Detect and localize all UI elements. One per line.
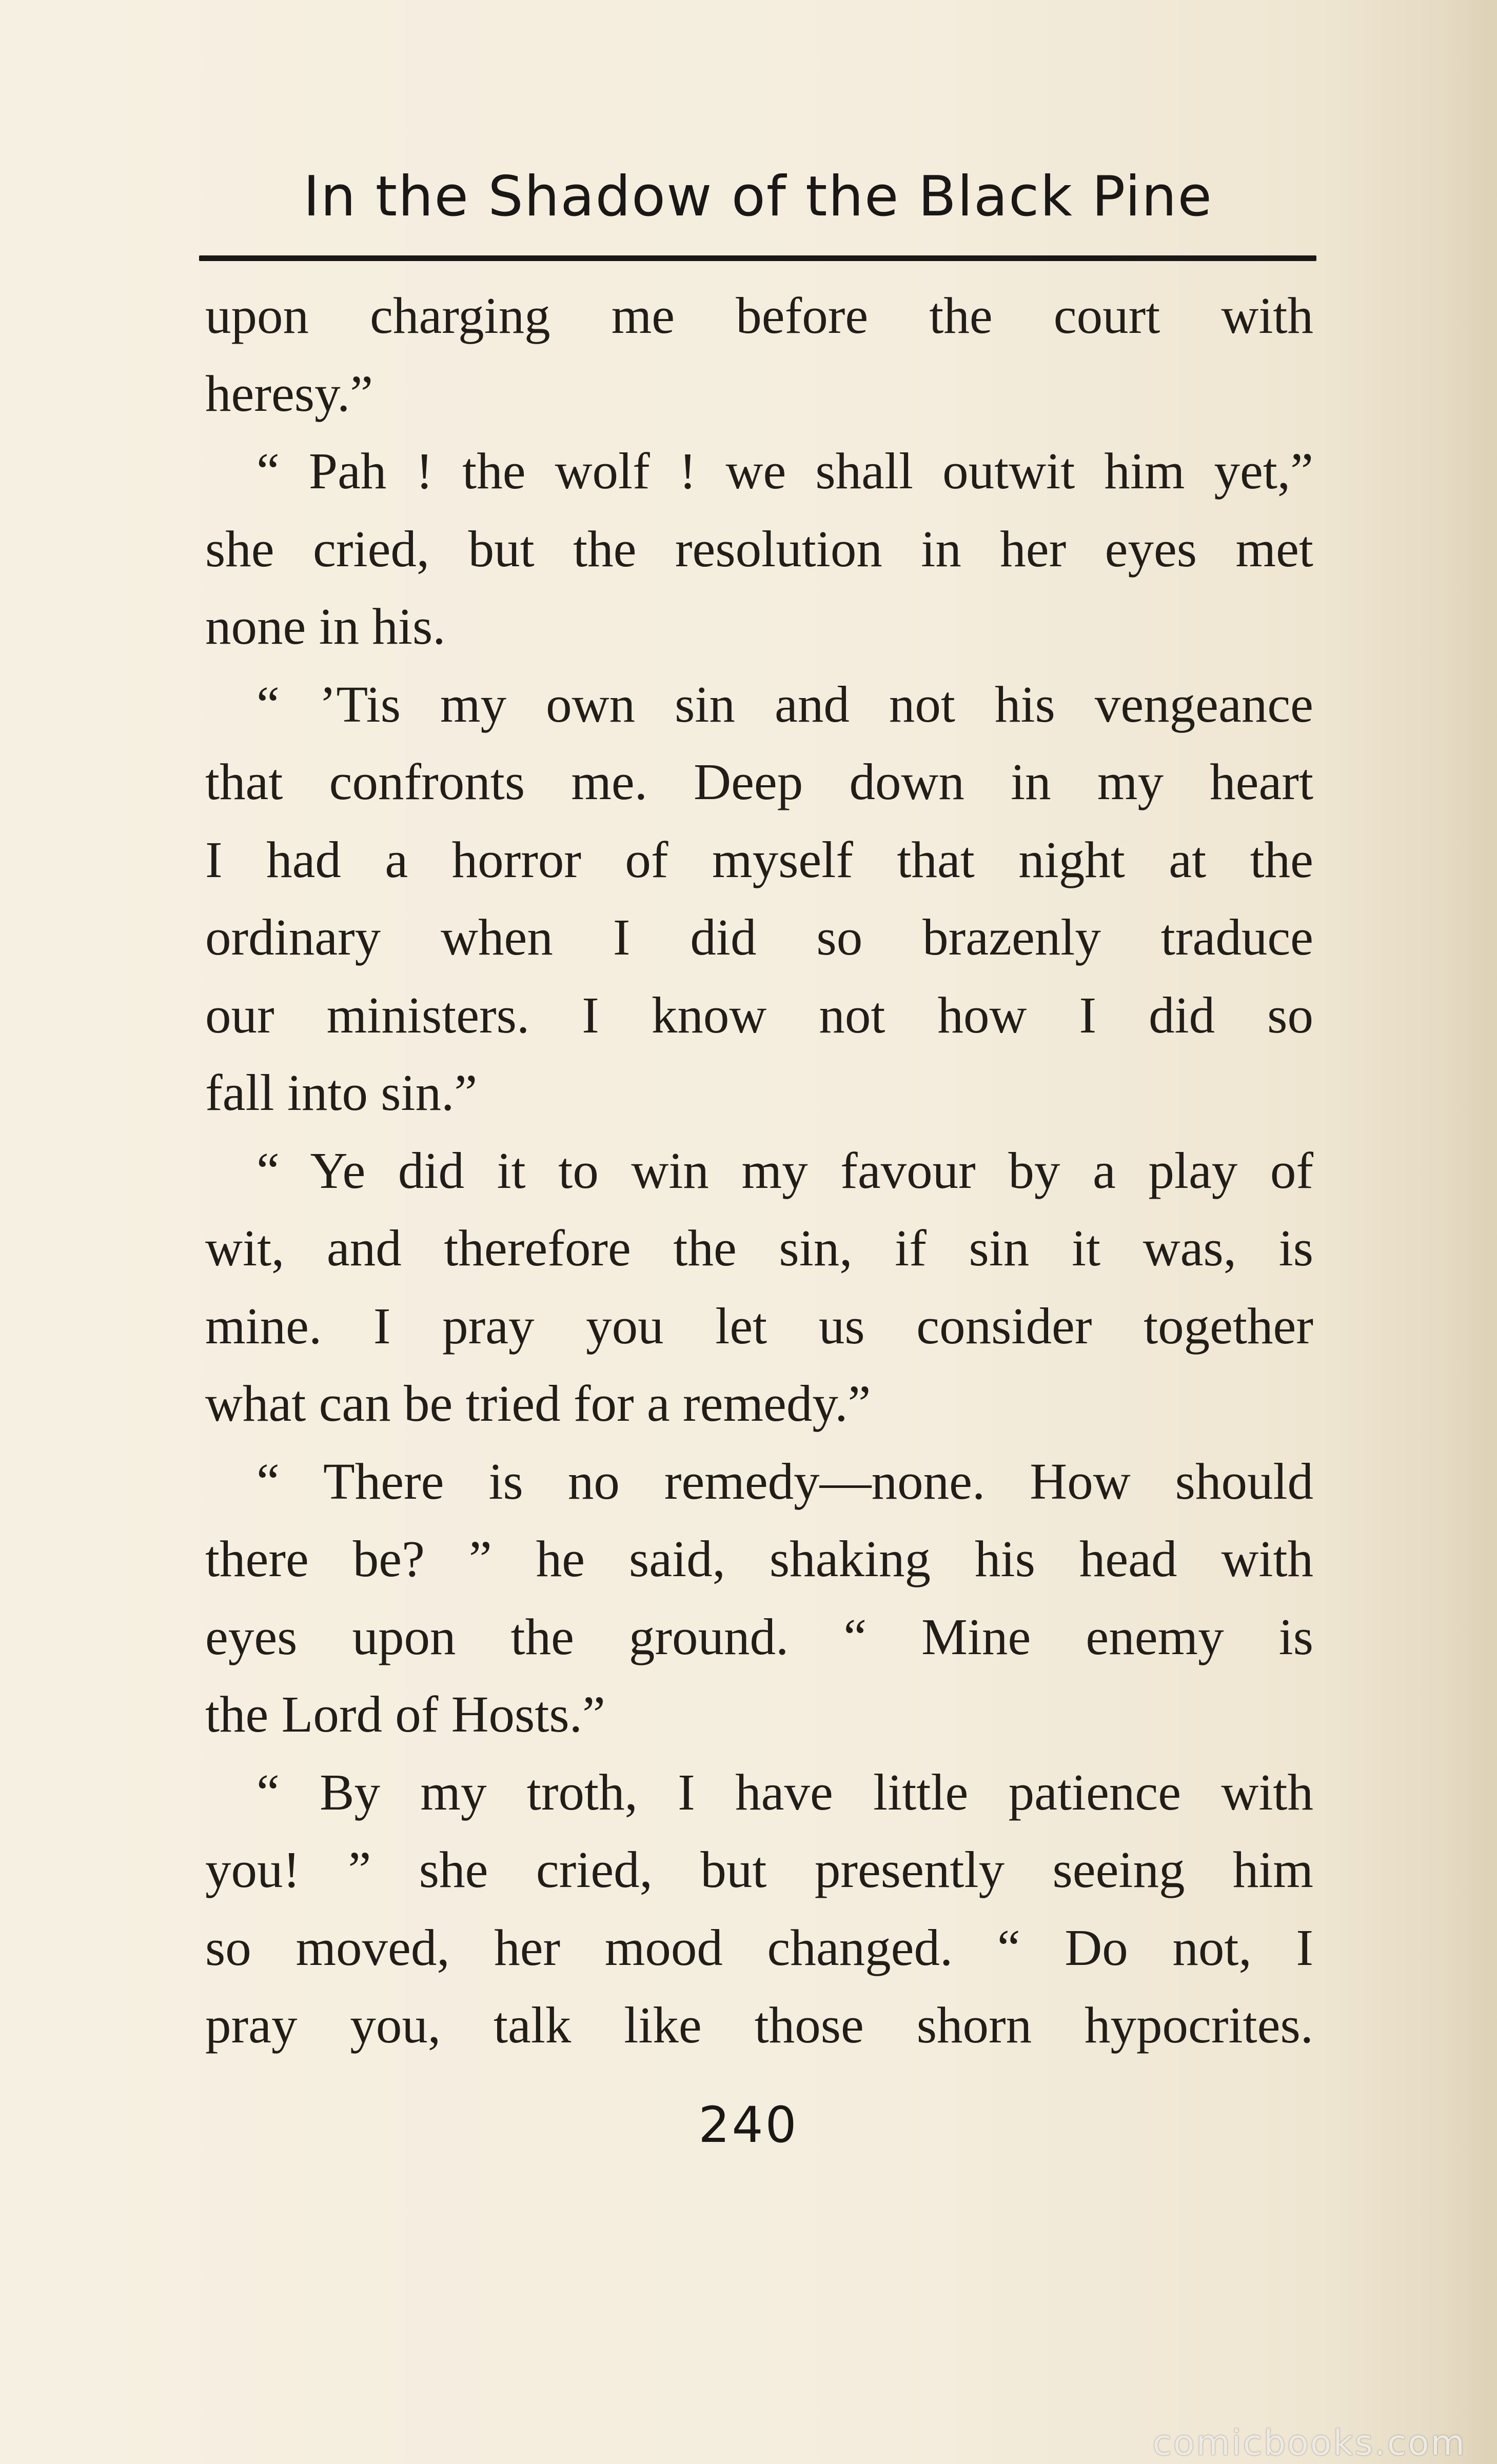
text-line: ordinary when I did so brazenly traduce xyxy=(205,908,1313,966)
text-line: our ministers. I know not how I did so xyxy=(205,986,1313,1044)
text-line: there be? ” he said, shaking his head with xyxy=(205,1530,1313,1587)
text-line: what can be tried for a remedy.” xyxy=(205,1375,871,1432)
header-rule xyxy=(199,255,1316,261)
running-head: In the Shadow of the Black Pine xyxy=(303,165,1213,229)
text-line: wit, and therefore the sin, if sin it was, is xyxy=(205,1219,1313,1277)
text-line: pray you, talk like those shorn hypocrites. xyxy=(205,1996,1313,2054)
text-line: so moved, her mood changed. “ Do not, I xyxy=(205,1918,1313,1976)
text-line: mine. I pray you let us consider together xyxy=(205,1297,1313,1355)
text-line: that confronts me. Deep down in my heart xyxy=(205,753,1313,810)
text-line: you! ” she cried, but presently seeing him xyxy=(205,1841,1313,1898)
text-line: none in his. xyxy=(205,598,446,655)
body-text xyxy=(205,277,1313,2064)
text-line: “ By my troth, I have little patience with xyxy=(257,1763,1313,1821)
text-line: heresy.” xyxy=(205,364,373,422)
text-line: the Lord of Hosts.” xyxy=(205,1685,605,1743)
text-line: fall into sin.” xyxy=(205,1064,478,1121)
text-line: “ Ye did it to win my favour by a play of xyxy=(257,1141,1313,1199)
watermark: comicbooks.com xyxy=(1152,2423,1466,2463)
text-line: eyes upon the ground. “ Mine enemy is xyxy=(205,1607,1313,1665)
text-line: she cried, but the resolution in her eyes met xyxy=(205,520,1313,578)
text-line: upon charging me before the court with xyxy=(205,287,1313,344)
text-line: “ There is no remedy—none. How should xyxy=(257,1452,1313,1510)
page-number: 240 xyxy=(698,2096,799,2154)
text-line: “ ’Tis my own sin and not his vengeance xyxy=(257,675,1313,733)
text-line: I had a horror of myself that night at the xyxy=(205,830,1313,888)
text-line: “ Pah ! the wolf ! we shall outwit him yet,” xyxy=(257,442,1313,500)
